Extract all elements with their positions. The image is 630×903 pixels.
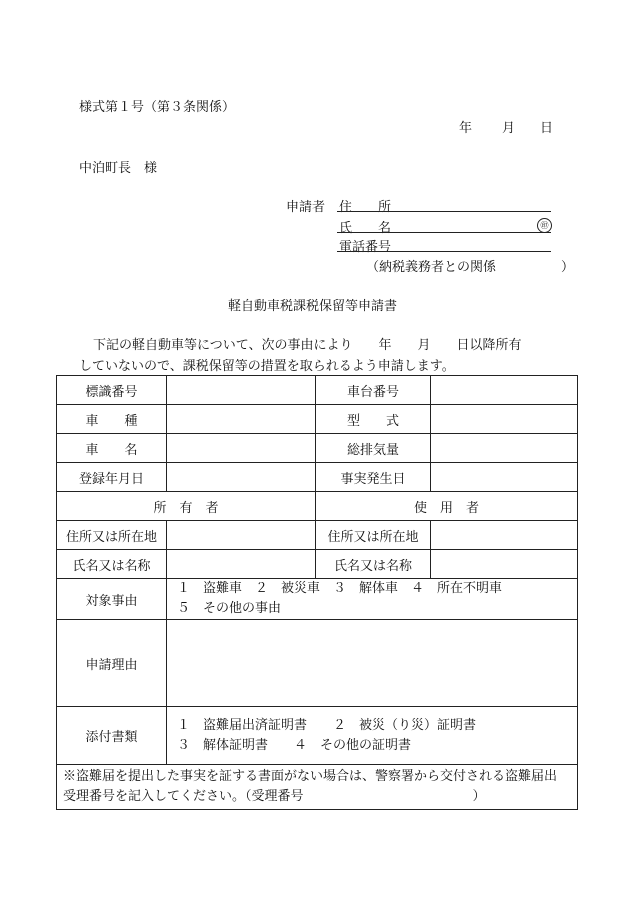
note-line1: ※盗難届を提出した事実を証する書面がない場合は、警察署から交付される盗難届出 (63, 769, 558, 784)
chassis-number-value[interactable] (431, 376, 578, 405)
reason-label: 対象事由 (57, 579, 167, 620)
incident-date-label: 事実発生日 (316, 463, 431, 492)
vehicle-type-label: 車 種 (57, 405, 167, 434)
reason-line1: １ 盗難車 ２ 被災車 ３ 解体車 ４ 所在不明車 (177, 581, 503, 596)
name-line (337, 232, 551, 233)
chassis-number-label: 車台番号 (316, 376, 431, 405)
incident-date-value[interactable] (431, 463, 578, 492)
attachments-options[interactable] (167, 707, 578, 765)
displacement-value[interactable] (431, 434, 578, 463)
user-name-label: 氏名又は名称 (316, 550, 431, 579)
attachments-label: 添付書類 (57, 707, 167, 765)
addressee: 中泊町長 様 (79, 161, 158, 176)
vehicle-info-table (56, 375, 578, 810)
vehicle-type-value[interactable] (167, 405, 316, 434)
seal-icon: ㊞ (537, 218, 552, 233)
model-value[interactable] (431, 405, 578, 434)
date-month: 月 (502, 121, 516, 136)
user-header: 使 用 者 (316, 492, 578, 521)
date-year: 年 (459, 121, 473, 136)
form-number: 様式第１号（第３条関係） (79, 100, 236, 115)
name-label: 氏 名 (339, 221, 392, 236)
reason-line2: ５ その他の事由 (177, 601, 282, 616)
attach-line2: ３ 解体証明書 ４ その他の証明書 (177, 737, 412, 753)
phone-label: 電話番号 (339, 240, 392, 255)
plate-number-value[interactable] (167, 376, 316, 405)
intro-line1: 下記の軽自動車等について、次の事由により 年 月 日以降所有 (93, 338, 522, 353)
owner-name-label: 氏名又は名称 (57, 550, 167, 579)
seal-mark (537, 217, 552, 233)
reason-options[interactable] (167, 579, 578, 620)
user-address-value[interactable] (431, 521, 578, 550)
address-line (337, 211, 551, 212)
address-label: 住 所 (339, 200, 392, 215)
owner-name-value[interactable] (167, 550, 316, 579)
vehicle-name-value[interactable] (167, 434, 316, 463)
intro-line2: していないので、課税保留等の措置を取られるよう申請します。 (79, 359, 455, 374)
registration-date-value[interactable] (167, 463, 316, 492)
application-reason-value[interactable] (167, 620, 578, 707)
note (57, 765, 578, 810)
note-line2: 受理番号を記入してください。（受理番号 ） (63, 789, 486, 804)
vehicle-name-label: 車 名 (57, 434, 167, 463)
model-label: 型 式 (316, 405, 431, 434)
attach-line1: １ 盗難届出済証明書 ２ 被災（り災）証明書 (177, 717, 477, 733)
plate-number-label: 標識番号 (57, 376, 167, 405)
owner-address-value[interactable] (167, 521, 316, 550)
date-day: 日 (540, 121, 554, 136)
applicant-label: 申請者 (286, 200, 326, 215)
user-address-label: 住所又は所在地 (316, 521, 431, 550)
document-title: 軽自動車税課税保留等申請書 (228, 299, 398, 314)
user-name-value[interactable] (431, 550, 578, 579)
registration-date-label: 登録年月日 (57, 463, 167, 492)
owner-address-label: 住所又は所在地 (57, 521, 167, 550)
phone-line (337, 251, 551, 252)
application-reason-label: 申請理由 (57, 620, 167, 707)
owner-header: 所 有 者 (57, 492, 316, 521)
relation-label: （納税義務者との関係 ） (366, 260, 575, 275)
displacement-label: 総排気量 (316, 434, 431, 463)
